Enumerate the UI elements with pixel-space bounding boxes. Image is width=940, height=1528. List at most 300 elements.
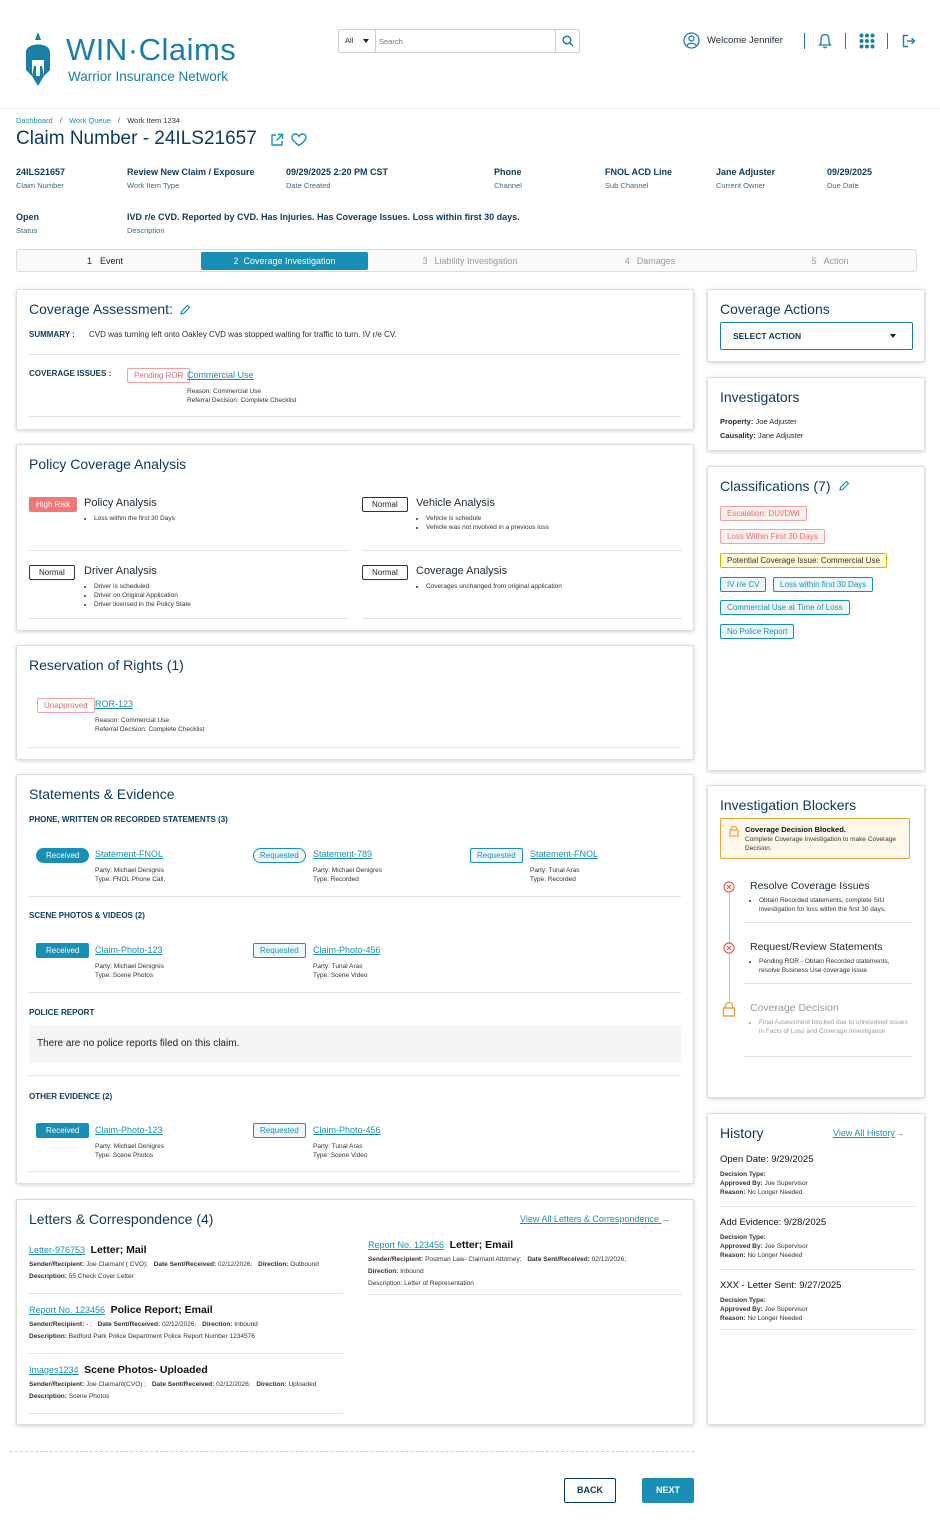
ror-referral: Referral Decision: Complete Checklist — [95, 726, 205, 733]
logo-title: WIN·Claims — [66, 32, 237, 67]
history-decision-type — [720, 1296, 915, 1305]
blocker-title: Coverage Decision — [750, 1002, 839, 1014]
letter-meta — [368, 1255, 682, 1264]
arrow-right-icon: → — [894, 1128, 904, 1138]
breadcrumb-separator: / — [118, 116, 121, 125]
step-event[interactable] — [30, 252, 180, 270]
analysis-title: Policy Analysis — [84, 497, 157, 509]
analysis-bullets — [94, 514, 175, 523]
direction-value: Uploaded — [288, 1381, 317, 1388]
direction-key: Direction: — [202, 1321, 233, 1328]
error-x-icon — [723, 881, 735, 893]
approved-by-key: Approved By: — [720, 1180, 763, 1187]
letter-item — [368, 1239, 682, 1288]
search-icon — [562, 35, 574, 47]
edit-pencil-icon[interactable] — [839, 480, 850, 491]
work-item-type-field — [127, 167, 255, 190]
channel-field — [494, 167, 522, 190]
evidence-link[interactable]: Claim-Photo-456 — [313, 945, 381, 955]
police-report-empty — [29, 1025, 681, 1063]
step-number: 3 — [422, 256, 428, 266]
blocker-bullets — [759, 957, 911, 975]
property-investigator — [720, 417, 797, 426]
due-date-label: Due Date — [827, 181, 859, 190]
card-title: History — [720, 1125, 764, 1141]
classification-tag: Commercial Use at Time of Loss — [720, 600, 850, 615]
date-created-field — [286, 167, 388, 190]
desc-value: Bedford Park Police Department Police Report Number 1234576 — [68, 1333, 255, 1340]
step-coverage-investigation[interactable] — [201, 252, 368, 270]
channel-label: Channel — [494, 181, 522, 190]
evidence-party: Party: Michael Denigres — [95, 1143, 164, 1150]
view-all-letters-label: View All Letters & Correspondence — [520, 1214, 659, 1224]
current-owner-field — [716, 167, 775, 190]
divider — [29, 1171, 681, 1172]
evidence-link[interactable]: Claim-Photo-123 — [95, 945, 163, 955]
divider — [362, 618, 682, 619]
step-damages[interactable] — [590, 252, 710, 270]
divider — [29, 354, 681, 355]
divider — [720, 1329, 915, 1330]
card-title: Reservation of Rights (1) — [29, 657, 184, 673]
police-report-empty-text: There are no police reports filed on this claim. — [37, 1038, 240, 1049]
claim-number-field — [16, 167, 65, 190]
approved-by-key: Approved By: — [720, 1243, 763, 1250]
analysis-title: Vehicle Analysis — [416, 497, 495, 509]
card-title: Policy Coverage Analysis — [29, 456, 187, 472]
blocker-title: Request/Review Statements — [750, 941, 883, 953]
history-decision-type — [720, 1170, 915, 1179]
risk-badge: Normal — [29, 565, 75, 580]
analysis-bullets — [94, 582, 191, 609]
approved-by-value: Joe Supervisor — [764, 1306, 808, 1313]
section-heading: OTHER EVIDENCE (2) — [29, 1092, 113, 1101]
favorite-heart-icon[interactable] — [291, 133, 307, 147]
app-grid-icon[interactable] — [859, 33, 875, 49]
date-key: Date Sent/Received: — [527, 1256, 590, 1263]
letter-title: Police Report; Email — [110, 1304, 213, 1316]
divider — [744, 983, 912, 984]
step-number: 2 — [233, 256, 239, 266]
claim-number-value: 24ILS21657 — [16, 167, 66, 177]
description-field — [127, 212, 520, 235]
select-action-label: SELECT ACTION — [733, 331, 802, 341]
approved-by-value: Joe Supervisor — [764, 1180, 808, 1187]
blocker-bullets — [759, 896, 911, 914]
history-title: XXX - Letter Sent: 9/27/2025 — [720, 1280, 842, 1291]
bullet: • Final Assessment blocked due to unresolved issues in Facts of Loss and Coverage Investigation — [759, 1018, 911, 1036]
footer-divider — [10, 1451, 694, 1452]
bullet: • Vehicle is schedule — [426, 514, 549, 523]
spartan-helmet-icon — [20, 30, 56, 88]
search-button[interactable] — [555, 30, 579, 52]
page-title: Claim Number - 24ILS21657 — [16, 128, 257, 149]
reservation-of-rights-card — [16, 645, 694, 760]
letter-description — [29, 1332, 343, 1341]
date-created-label: Date Created — [286, 181, 331, 190]
direction-value: Outbound — [290, 1261, 319, 1268]
reason-value: No Longer Needed — [747, 1252, 803, 1259]
coverage-assessment-card — [16, 289, 694, 430]
divider — [362, 550, 682, 551]
evidence-type: Type: Scene Photos — [95, 972, 154, 979]
step-number: 1 — [86, 256, 92, 266]
breadcrumb-separator: / — [59, 116, 62, 125]
sender-value: Joe Claimant(CVO) ; — [86, 1381, 147, 1388]
statement-link[interactable]: Statement-FNOL — [95, 849, 164, 859]
welcome-text: Welcome Jennifer — [707, 35, 783, 46]
evidence-party: Party: Tunal Aras — [313, 963, 363, 970]
divider — [29, 1413, 343, 1414]
view-all-letters-link[interactable] — [520, 1214, 670, 1224]
classification-tag: No Police Report — [720, 624, 794, 639]
divider — [29, 550, 349, 551]
divider — [29, 1353, 343, 1354]
direction-key: Direction: — [256, 1381, 287, 1388]
letter-item — [29, 1244, 343, 1281]
direction-key: Direction: — [368, 1268, 399, 1275]
date-value: 02/12/2026; — [161, 1321, 197, 1328]
user-avatar-icon — [683, 32, 700, 49]
classifications-card — [707, 466, 925, 771]
bullet: • Obtain Recorded statements, complete SIU investigation for loss within the first 30 days, — [759, 896, 911, 914]
edit-pencil-icon[interactable] — [180, 304, 191, 315]
statements-evidence-card — [16, 774, 694, 1184]
evidence-link[interactable]: Claim-Photo-123 — [95, 1125, 163, 1135]
issue-reason: Reason: Commercial Use — [187, 388, 262, 395]
evidence-link[interactable]: Claim-Photo-456 — [313, 1125, 381, 1135]
statement-link[interactable]: Statement-789 — [313, 849, 373, 859]
letter-link[interactable]: Report No. 123456 — [29, 1305, 106, 1315]
desc-key: Description: — [29, 1393, 67, 1400]
history-card — [707, 1113, 925, 1425]
bullet: • Coverages unchanged from original application — [426, 582, 562, 591]
summary-label: SUMMARY : — [29, 330, 75, 339]
causality-label: Causality: — [720, 431, 756, 440]
direction-value: Inbound — [400, 1268, 424, 1275]
header-divider — [887, 33, 888, 49]
history-reason — [720, 1188, 915, 1197]
divider — [29, 618, 349, 619]
approved-by-key: Approved By: — [720, 1306, 763, 1313]
lock-icon — [722, 1001, 736, 1017]
current-owner-label: Current Owner — [716, 181, 766, 190]
search-bar — [338, 29, 580, 53]
desc-value: Letter of Representation — [404, 1280, 474, 1287]
coverage-issues-label: COVERAGE ISSUES : — [29, 369, 112, 378]
investigators-card — [707, 377, 925, 451]
header-divider-line — [0, 108, 940, 109]
letter-item — [29, 1304, 343, 1341]
direction-key: Direction: — [258, 1261, 289, 1268]
status-field — [16, 212, 39, 235]
classification-tag: Potential Coverage Issue: Commercial Use — [720, 553, 887, 568]
search-scope-value: All — [345, 36, 354, 45]
reason-value: No Longer Needed — [747, 1315, 803, 1322]
description-label: Description — [127, 226, 165, 235]
risk-badge: Normal — [362, 497, 408, 512]
reason-value: No Longer Needed — [747, 1189, 803, 1196]
letter-title: Letter; Mail — [90, 1244, 147, 1256]
letter-title: Scene Photos- Uploaded — [84, 1364, 208, 1376]
divider — [720, 1269, 915, 1270]
policy-coverage-card — [16, 444, 694, 631]
history-approved-by — [720, 1305, 915, 1314]
letter-link[interactable]: Letter-976753 — [29, 1245, 86, 1255]
history-title: Open Date: 9/29/2025 — [720, 1154, 814, 1165]
sub-channel-field — [605, 167, 672, 190]
card-title: Statements & Evidence — [29, 786, 175, 802]
date-key: Date Sent/Received: — [97, 1321, 161, 1328]
letter-item — [29, 1364, 343, 1401]
external-link-icon[interactable] — [270, 133, 284, 147]
evidence-type: Type: Scene Video — [313, 1152, 368, 1159]
history-approved-by — [720, 1242, 915, 1251]
statement-party: Party: Michael Denigres — [95, 867, 164, 874]
date-key: Date Sent/Received: — [151, 1381, 215, 1388]
caret-down-icon — [890, 334, 896, 338]
blocked-alert — [720, 818, 910, 859]
bell-icon[interactable] — [818, 33, 832, 49]
divider — [720, 1206, 915, 1207]
breadcrumb-link-work-queue[interactable]: Work Queue — [68, 116, 111, 125]
status-badge: Received — [36, 1123, 89, 1138]
sender-key: Sender/Recipient: — [368, 1256, 424, 1263]
breadcrumb-current: Work Item 1234 — [127, 116, 181, 125]
risk-badge: Normal — [362, 565, 408, 580]
sub-channel-value: FNOL ACD Line — [605, 167, 672, 177]
divider — [29, 1293, 343, 1294]
bullet: • Loss within the first 30 Days — [94, 514, 175, 523]
statement-type: Type: FNOL Phone Call, — [95, 876, 166, 883]
step-action[interactable] — [780, 252, 880, 270]
statement-party: Party: Tunal Aras — [530, 867, 580, 874]
history-reason — [720, 1314, 915, 1323]
analysis-bullets — [426, 582, 562, 591]
card-title: Classifications (7) — [720, 478, 831, 494]
step-label: Coverage Investigation — [243, 256, 336, 266]
bullet: • Pending ROR - Obtain Recorded statements, resolve Business Use coverage issue — [759, 957, 911, 975]
divider — [29, 416, 681, 417]
desc-key: Description: — [29, 1273, 67, 1280]
status-badge: Received — [36, 848, 89, 863]
evidence-party: Party: Michael Denigres — [95, 963, 164, 970]
bullet: • Driver licensed in the Policy State — [94, 600, 191, 609]
step-label: Action — [823, 256, 849, 266]
unapproved-badge: Unapproved — [37, 698, 95, 713]
divider — [29, 896, 681, 897]
letter-meta — [29, 1380, 343, 1389]
divider — [29, 992, 681, 993]
classification-tag: Escalation: DUI/DWI — [720, 506, 807, 521]
select-action-dropdown[interactable] — [720, 322, 913, 350]
decision-type-key: Decision Type: — [720, 1234, 766, 1241]
evidence-type: Type: Scene Video — [313, 972, 368, 979]
classification-tag: IV r/e CV — [720, 577, 766, 592]
statement-type: Type: Recorded — [313, 876, 359, 883]
breadcrumb-link-dashboard[interactable]: Dashboard — [16, 116, 53, 125]
blocker-bullets — [759, 1018, 911, 1036]
search-scope-select[interactable] — [339, 30, 376, 52]
date-created-value: 09/29/2025 2:20 PM CST — [286, 167, 389, 177]
step-label: Event — [100, 256, 124, 266]
description-value: IVD r/e CVD. Reported by CVD. Has Injuries. Has Coverage Issues. Loss within first 30 days. — [127, 212, 520, 222]
chevron-down-icon — [363, 39, 369, 43]
bullet: • Vehicle was not involved in a previous loss — [426, 523, 549, 532]
reason-key: Reason: — [720, 1252, 746, 1259]
property-value: Joe Adjuster — [755, 417, 797, 426]
desc-value: 55 Check Cover Letter — [68, 1273, 134, 1280]
divider — [368, 1294, 682, 1295]
summary-text: CVD was turning left onto Oakley CVD was stopped waiting for traffic to turn. IV r/e CV. — [89, 330, 397, 339]
breadcrumb — [16, 116, 180, 125]
causality-investigator — [720, 431, 803, 440]
divider — [29, 1075, 681, 1076]
search-input[interactable] — [379, 33, 549, 49]
history-decision-type — [720, 1233, 915, 1242]
ror-reason: Reason: Commercial Use — [95, 717, 170, 724]
letter-link[interactable]: Report No. 123456 — [368, 1240, 445, 1250]
section-heading: PHONE, WRITTEN OR RECORDED STATEMENTS (3) — [29, 815, 228, 824]
statement-party: Party: Michael Denigres — [313, 867, 382, 874]
investigation-blockers-card — [707, 785, 925, 1098]
arrow-right-icon: → — [661, 1214, 671, 1224]
letters-correspondence-card — [16, 1199, 694, 1425]
bullet: • Driver is scheduled — [94, 582, 191, 591]
channel-value: Phone — [494, 167, 522, 177]
letter-meta — [29, 1260, 343, 1269]
desc-key: Description: — [29, 1333, 67, 1340]
status-badge: Requested — [470, 848, 523, 863]
sender-key: Sender/Recipient: — [29, 1321, 85, 1328]
letter-description — [29, 1392, 343, 1401]
date-key: Date Sent/Received: — [153, 1261, 217, 1268]
due-date-value: 09/29/2025 — [827, 167, 873, 177]
desc-key: Description: — [368, 1280, 403, 1287]
sender-value: Postman Law- Claimant Attorney; — [425, 1256, 522, 1263]
logo[interactable] — [20, 30, 250, 90]
direction-value: Inbound — [234, 1321, 258, 1328]
sender-key: Sender/Recipient: — [29, 1381, 85, 1388]
sender-key: Sender/Recipient: — [29, 1261, 85, 1268]
approved-by-value: Joe Supervisor — [764, 1243, 808, 1250]
decision-type-key: Decision Type: — [720, 1171, 766, 1178]
card-title: Coverage Assessment: — [29, 301, 173, 317]
risk-badge: High Risk — [29, 497, 77, 512]
date-value: 02/12/2026; — [217, 1261, 253, 1268]
reason-key: Reason: — [720, 1189, 746, 1196]
history-approved-by — [720, 1179, 915, 1188]
card-title: Investigators — [720, 389, 800, 405]
alert-text: Complete Coverage Investigation to make Coverage Decision. — [745, 836, 897, 852]
letter-link[interactable]: Images1234 — [29, 1365, 79, 1375]
due-date-field — [827, 167, 872, 190]
logo-subtitle: Warrior Insurance Network — [68, 69, 229, 84]
status-label: Status — [16, 226, 38, 235]
alert-title: Coverage Decision Blocked. — [745, 825, 846, 834]
statement-type: Type: Recorded — [530, 876, 576, 883]
issue-referral: Referral Decision: Complete Checklist — [187, 397, 297, 404]
date-value: 02/12/2026; — [216, 1381, 251, 1388]
step-label: Liability Investigation — [434, 256, 518, 266]
status-value: Open — [16, 212, 40, 222]
work-item-type-value: Review New Claim / Exposure — [127, 167, 255, 177]
evidence-type: Type: Scene Photos — [95, 1152, 154, 1159]
analysis-title: Driver Analysis — [84, 565, 157, 577]
work-item-type-label: Work Item Type — [127, 181, 180, 190]
property-label: Property: — [720, 417, 754, 426]
status-badge: Requested — [253, 943, 306, 958]
ror-link[interactable]: ROR-123 — [95, 699, 134, 709]
letter-title: Letter; Email — [449, 1239, 514, 1251]
reason-key: Reason: — [720, 1315, 746, 1322]
next-button[interactable]: NEXT — [642, 1478, 694, 1503]
causality-value: Jane Adjuster — [757, 431, 804, 440]
step-liability-investigation[interactable] — [390, 252, 550, 270]
analysis-title: Coverage Analysis — [416, 565, 508, 577]
pending-ror-badge: Pending ROR — [127, 368, 190, 383]
letter-description — [368, 1279, 682, 1288]
statement-link[interactable]: Statement-FNOL — [530, 849, 599, 859]
history-item — [720, 1154, 915, 1197]
date-value: 02/12/2026; — [591, 1256, 627, 1263]
divider — [744, 922, 912, 923]
blocker-title: Resolve Coverage Issues — [750, 880, 870, 892]
classification-tag: Loss within first 30 Days — [773, 577, 873, 592]
step-number: 4 — [624, 256, 630, 266]
step-label: Damages — [636, 256, 676, 266]
bullet: • Driver on Original Application — [94, 591, 191, 600]
logout-icon[interactable] — [902, 34, 916, 48]
section-heading: POLICE REPORT — [29, 1008, 95, 1017]
status-badge: Requested — [253, 848, 306, 863]
classification-tag: Loss Within First 30 Days — [720, 529, 825, 544]
history-item — [720, 1280, 915, 1323]
current-owner-value: Jane Adjuster — [716, 167, 776, 177]
history-title: Add Evidence: 9/28/2025 — [720, 1217, 827, 1228]
header-divider — [804, 33, 805, 49]
view-all-history-label: View All History — [833, 1128, 895, 1138]
desc-value: Scene Photos — [68, 1393, 110, 1400]
analysis-bullets — [426, 514, 549, 532]
card-title: Investigation Blockers — [720, 797, 857, 813]
letter-description — [29, 1272, 343, 1281]
lock-icon — [729, 825, 739, 837]
sub-channel-label: Sub Channel — [605, 181, 649, 190]
section-heading: SCENE PHOTOS & VIDEOS (2) — [29, 911, 145, 920]
sender-value: - ; — [86, 1321, 92, 1328]
back-button[interactable]: BACK — [564, 1478, 616, 1503]
history-item — [720, 1217, 915, 1260]
error-x-icon — [723, 942, 735, 954]
commercial-use-link[interactable]: Commercial Use — [187, 370, 254, 380]
status-badge: Requested — [253, 1123, 306, 1138]
history-reason — [720, 1251, 915, 1260]
step-number: 5 — [811, 256, 817, 266]
divider — [29, 747, 681, 748]
letter-direction — [368, 1267, 682, 1276]
evidence-party: Party: Tunal Aras — [313, 1143, 363, 1150]
status-badge: Received — [36, 943, 89, 958]
divider — [744, 1056, 912, 1057]
sender-value: Joe Claimant ( CVO); — [86, 1261, 148, 1268]
view-all-history-link[interactable] — [833, 1128, 904, 1138]
user-menu[interactable] — [683, 32, 793, 50]
letter-meta — [29, 1320, 343, 1329]
header-divider — [845, 33, 846, 49]
coverage-actions-card — [707, 289, 925, 362]
claim-number-label: Claim Number — [16, 181, 64, 190]
